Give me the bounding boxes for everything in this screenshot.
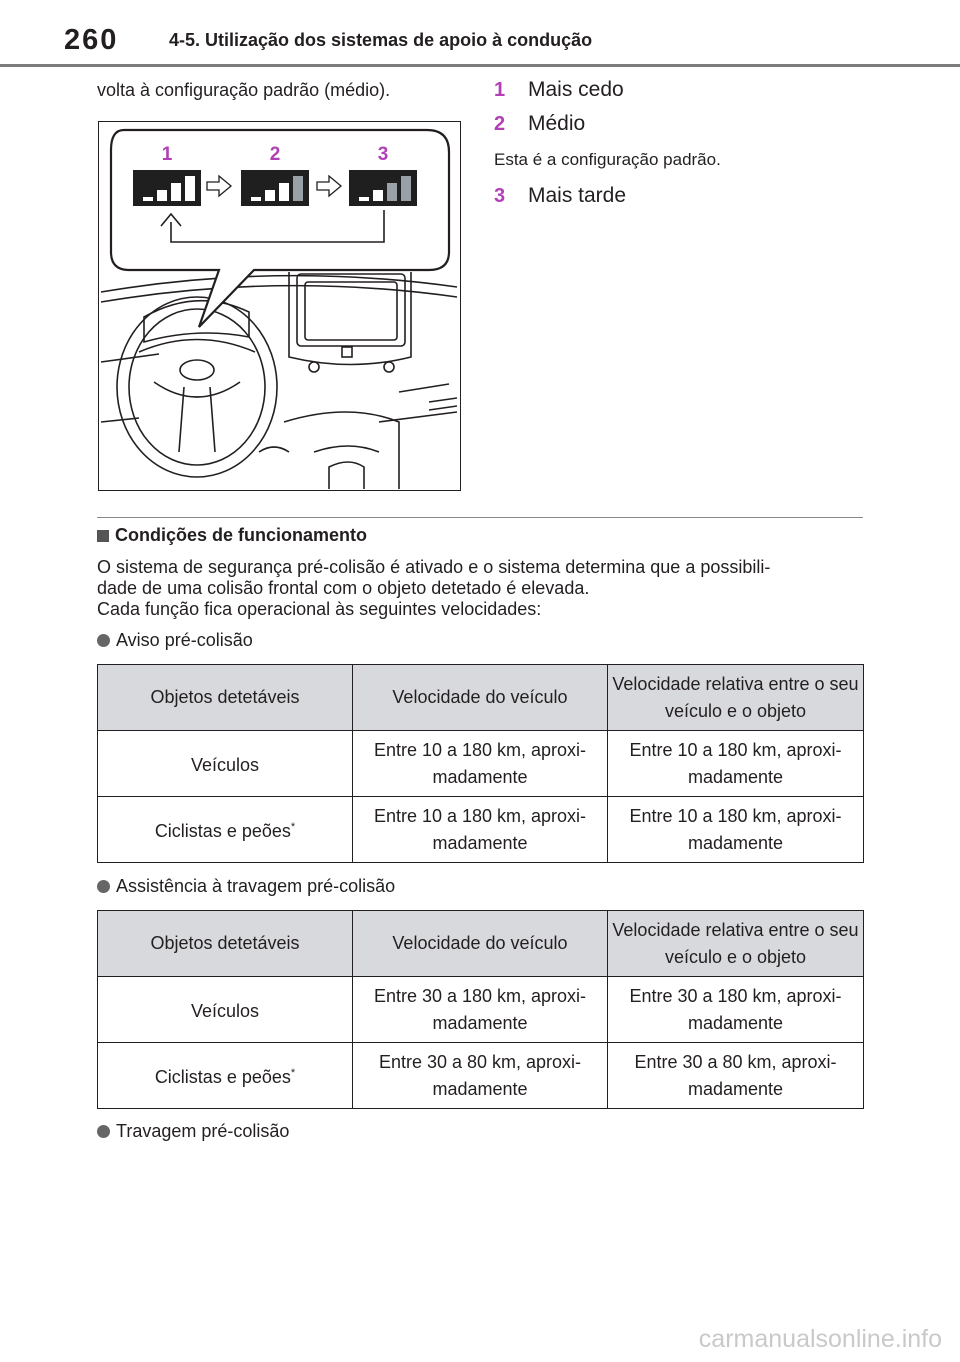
table-header-cell: Velocidade do veículo (353, 665, 608, 731)
conditions-paragraph (97, 557, 867, 620)
bullet-text: Assistência à travagem pré-colisão (116, 876, 396, 896)
setting-item-1 (494, 78, 874, 112)
table-cell-relative-speed: Entre 30 a 80 km, aproxi-madamente (608, 1043, 864, 1109)
header-rule (0, 64, 960, 67)
bullet-item-brake-assist (97, 876, 395, 897)
level-indicator-3 (349, 170, 417, 206)
conditions-heading-text: Condições de funcionamento (115, 525, 368, 545)
table-row (98, 797, 864, 863)
setting-item-2 (494, 112, 874, 146)
table-cell-relative-speed: Entre 10 a 180 km, aproxi-madamente (608, 731, 864, 797)
table-cell-vehicle-speed: Entre 30 a 180 km, aproxi-madamente (353, 977, 608, 1043)
setting-number: 3 (494, 185, 506, 207)
speed-table-warning (97, 664, 864, 863)
square-bullet-icon (97, 530, 109, 542)
bullet-dot-icon (97, 880, 110, 893)
table-cell-vehicle-speed: Entre 30 a 80 km, aproxi-madamente (353, 1043, 608, 1109)
bullet-dot-icon (97, 1125, 110, 1138)
page-number: 260 (64, 24, 119, 56)
bullet-item-warning (97, 630, 253, 651)
table-header-cell: Velocidade relativa entre o seu veículo e o objeto (608, 911, 864, 977)
setting-list (494, 78, 874, 218)
table-header-cell: Velocidade relativa entre o seu veículo e o objeto (608, 665, 864, 731)
level-indicator-2 (241, 170, 309, 206)
dashboard-figure (98, 121, 461, 491)
setting-label: Médio (528, 112, 586, 135)
table-cell-object: Ciclistas e peões* (98, 1043, 353, 1109)
table-row (98, 1043, 864, 1109)
table-row (98, 731, 864, 797)
setting-label: Mais cedo (528, 78, 624, 101)
table-header-cell: Objetos detetáveis (98, 665, 353, 731)
setting-number: 1 (494, 79, 506, 101)
table-cell-vehicle-speed: Entre 10 a 180 km, aproxi-madamente (353, 731, 608, 797)
table-cell-relative-speed: Entre 10 a 180 km, aproxi-madamente (608, 797, 864, 863)
table-cell-object: Veículos (98, 731, 353, 797)
figure-label-1: 1 (161, 144, 173, 165)
setting-label: Mais tarde (528, 184, 627, 207)
conditions-heading (97, 525, 367, 546)
figure-label-2: 2 (269, 144, 281, 165)
bullet-text: Aviso pré-colisão (116, 630, 253, 650)
table-cell-relative-speed: Entre 30 a 180 km, aproxi-madamente (608, 977, 864, 1043)
figure-label-3: 3 (377, 144, 389, 165)
table-header-cell: Velocidade do veículo (353, 911, 608, 977)
setting-number: 2 (494, 113, 506, 135)
bullet-item-braking (97, 1121, 289, 1142)
bullet-dot-icon (97, 634, 110, 647)
bullet-text: Travagem pré-colisão (116, 1121, 290, 1141)
table-cell-vehicle-speed: Entre 10 a 180 km, aproxi-madamente (353, 797, 608, 863)
page-header (0, 0, 960, 68)
setting-item-3 (494, 184, 874, 218)
section-divider (97, 517, 863, 518)
paragraph-line: O sistema de segurança pré-colisão é ativado e o sistema determina que a possibili- (97, 557, 771, 577)
table-header-cell: Objetos detetáveis (98, 911, 353, 977)
watermark: carmanualsonline.info (698, 1325, 942, 1353)
dashboard-illustration (99, 122, 459, 489)
speed-table-brake-assist (97, 910, 864, 1109)
level-indicator-1 (133, 170, 201, 206)
section-title: 4-5. Utilização dos sistemas de apoio à condução (169, 30, 593, 50)
intro-text: volta à configuração padrão (médio). (97, 80, 391, 100)
table-cell-object: Veículos (98, 977, 353, 1043)
paragraph-line: Cada função fica operacional às seguintes velocidades: (97, 599, 542, 619)
table-row (98, 977, 864, 1043)
setting-note: Esta é a configuração padrão. (494, 150, 721, 169)
table-cell-object: Ciclistas e peões* (98, 797, 353, 863)
table-header-row (98, 665, 864, 731)
table-header-row (98, 911, 864, 977)
paragraph-line: dade de uma colisão frontal com o objeto detetado é elevada. (97, 578, 590, 598)
